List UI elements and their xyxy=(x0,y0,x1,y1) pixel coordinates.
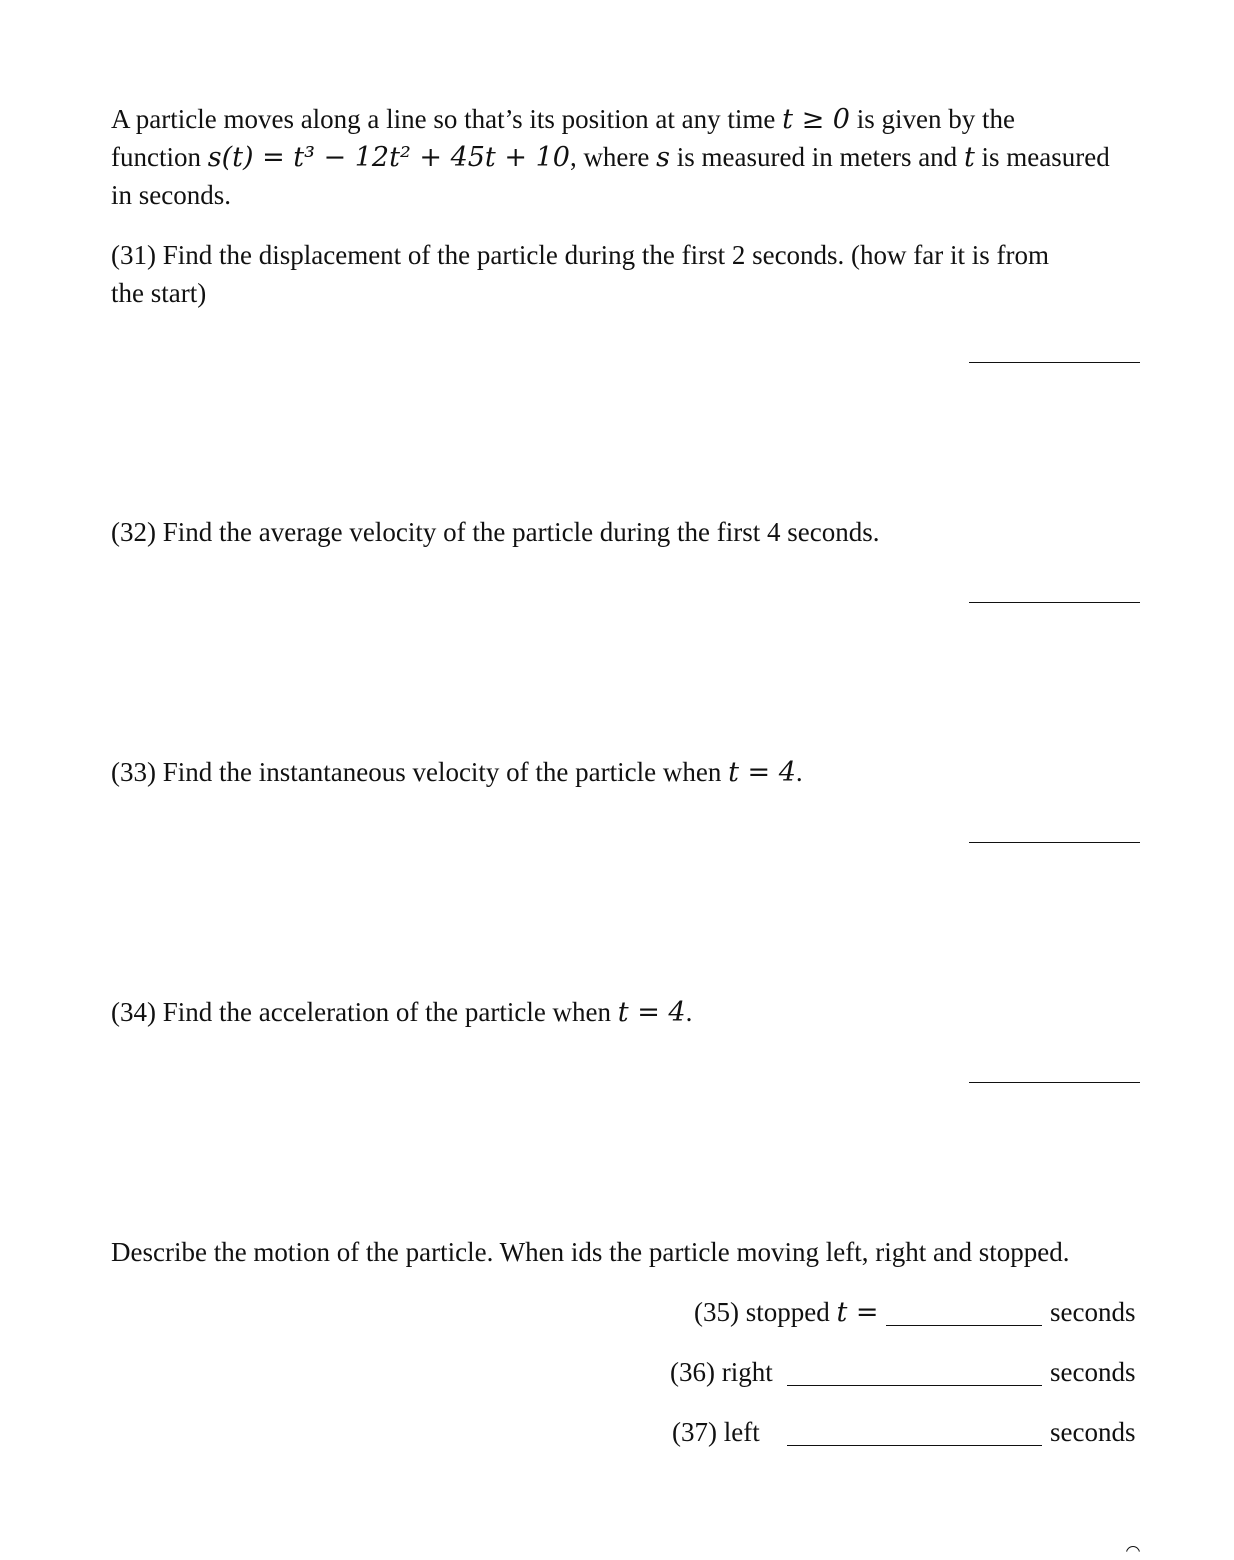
answer-line-33[interactable] xyxy=(969,842,1140,843)
answer-line-31[interactable] xyxy=(969,362,1140,363)
stopped-label: (35) stopped xyxy=(694,1297,837,1327)
question-punctuation: . xyxy=(685,997,693,1027)
time-condition: t ≥ 0 xyxy=(782,104,850,135)
intro-text: A particle moves along a line so that’s its position at any time xyxy=(111,104,783,134)
intro-text: is given by the xyxy=(849,104,1015,134)
time-value: t = 4 xyxy=(728,757,796,788)
position-function: s(t) = t³ − 12t² + 45t + 10 xyxy=(207,142,570,173)
item-35-label xyxy=(694,1293,879,1332)
variable-s: s xyxy=(656,142,671,173)
intro-line-2 xyxy=(111,138,1110,177)
unit-seconds-36: seconds xyxy=(1050,1357,1136,1387)
answer-line-34[interactable] xyxy=(969,1082,1140,1083)
question-text: (33) Find the instantaneous velocity of the particle when xyxy=(111,757,729,787)
variable-t: t xyxy=(963,142,975,173)
answer-line-37[interactable] xyxy=(787,1445,1042,1446)
question-punctuation: . xyxy=(795,757,803,787)
answer-line-35[interactable] xyxy=(886,1325,1042,1326)
intro-line-3: in seconds. xyxy=(111,180,231,210)
question-31-line-1: (31) Find the displacement of the particle during the first 2 seconds. (how far it is from xyxy=(111,240,1050,270)
answer-line-32[interactable] xyxy=(969,602,1140,603)
time-equals: t = xyxy=(836,1297,879,1328)
intro-text: function xyxy=(111,142,208,172)
answer-line-36[interactable] xyxy=(787,1385,1042,1386)
intro-text: , where xyxy=(569,142,657,172)
intro-text: is measured xyxy=(974,142,1110,172)
question-33 xyxy=(111,753,803,792)
intro-line-1 xyxy=(111,100,1015,139)
page-number-mark xyxy=(1126,1546,1140,1560)
unit-seconds-35: seconds xyxy=(1050,1297,1136,1327)
question-34 xyxy=(111,993,692,1032)
question-31-line-2: the start) xyxy=(111,278,207,308)
item-36-label: (36) right xyxy=(670,1357,773,1387)
question-32: (32) Find the average velocity of the particle during the first 4 seconds. xyxy=(111,517,880,547)
motion-prompt: Describe the motion of the particle. When ids the particle moving left, right and stopped. xyxy=(111,1237,1070,1267)
intro-text: is measured in meters and xyxy=(670,142,964,172)
time-value: t = 4 xyxy=(617,997,686,1028)
question-text: (34) Find the acceleration of the particle when xyxy=(111,997,618,1027)
item-37-label: (37) left xyxy=(672,1417,760,1447)
unit-seconds-37: seconds xyxy=(1050,1417,1136,1447)
